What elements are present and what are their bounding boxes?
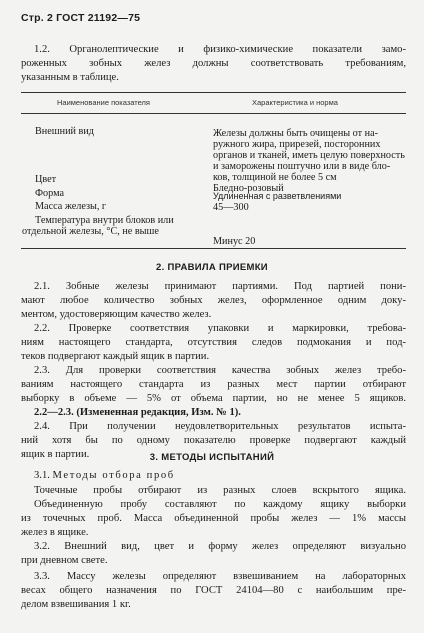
paragraph-line: 2.3. Для проверки соответствия качества зобных желез требо- (34, 365, 406, 376)
table-cell-value: органов и тканей, иметь целую поверхность (213, 150, 405, 161)
paragraph-line: ний хотя бы по одному показателю проверке подвергают каждый (21, 435, 406, 446)
table-header-rule (21, 113, 406, 114)
table-cell-value: Удлиненная с разветвлениями (213, 191, 342, 201)
intro-line-3: указанным в таблице. (21, 72, 119, 83)
table-bottom-rule (21, 248, 406, 249)
table-cell-name: Внешний вид (35, 126, 94, 137)
paragraph-line: Объединенную пробу составляют по каждому ящику выборки (34, 499, 406, 510)
table-cell-name: Форма (35, 188, 64, 199)
paragraph-line: весах общего назначения по ГОСТ 24104—80 с наибольшим пре- (21, 585, 406, 596)
table-cell-value: 45—300 (213, 202, 249, 213)
paragraph-line: Точечные пробы отбирают из разных слоев вскрытого ящика. (34, 485, 406, 496)
paragraph-line: ментом, удостоверяющим качество желез. (21, 309, 212, 320)
paragraph-line: 2.4. При получении неудовлетворительных результатов испыта- (34, 421, 406, 432)
paragraph-line: выборку в объеме — 5% от объема партии, но не менее 5 ящиков. (21, 393, 406, 404)
table-cell-value: и заморожены поштучно или в виде бло- (213, 161, 391, 172)
page-header: Стр. 2 ГОСТ 21192—75 (21, 12, 141, 24)
paragraph-line: ниям настоящего стандарта, отсутствия следов подмокания и под- (21, 337, 406, 348)
paragraph-line: 3.2. Внешний вид, цвет и форму желез определяют визуально (34, 541, 406, 552)
paragraph-line: при дневном свете. (21, 555, 108, 566)
table-cell-name: Цвет (35, 174, 57, 185)
amendment-note: 2.2—2.3. (Измененная редакция, Изм. № 1). (34, 407, 241, 418)
intro-line-2: роженных зобных желез должны соответствовать требованиям, (21, 58, 406, 69)
paragraph-line: из точечных проб. Масса объединенной пробы желез — 1% массы (21, 513, 406, 524)
table-cell-name: Масса железы, г (35, 201, 107, 212)
subsection-3-1-heading (34, 469, 175, 483)
subsection-title: Методы отбора проб (52, 470, 175, 481)
table-cell-name: Температура внутри блоков или (35, 215, 174, 226)
table-cell-value: ружного жира, прирезей, посторонних (213, 139, 381, 150)
subsection-number: 3.1. (34, 470, 50, 481)
paragraph-line: ящик в партии. (21, 449, 90, 460)
table-cell-value: Бледно-розовый (213, 183, 284, 194)
table-cell-value: Минус 20 (213, 236, 256, 247)
paragraph-line: теков подвергают каждый ящик в партии. (21, 351, 210, 362)
intro-line-1: 1.2. Органолептические и физико-химические показатели замо- (34, 44, 406, 55)
paragraph-line: мают любое количество зобных желез, оформленное одним доку- (21, 295, 406, 306)
paragraph-line: 2.1. Зобные железы принимают партиями. Под партией пони- (34, 281, 406, 292)
paragraph-line: 3.3. Массу железы определяют взвешиванием на лабораторных (34, 571, 406, 582)
section-2-title: 2. ПРАВИЛА ПРИЕМКИ (156, 262, 268, 273)
paragraph-line: ваниям настоящего стандарта из разных мест партии отбирают (21, 379, 406, 390)
table-col2-header: Характеристика и норма (252, 98, 338, 107)
table-top-rule (21, 92, 406, 93)
paragraph-line: делом взвешивания 1 кг. (21, 599, 131, 610)
table-cell-value: ков, толщиной не более 5 см (213, 172, 337, 183)
paragraph-line: 2.2. Проверке соответствия упаковки и маркировки, требова- (34, 323, 406, 334)
paragraph-line: желез в ящике. (21, 527, 89, 538)
table-cell-name: отдельной железы, °С, не выше (22, 226, 159, 237)
table-cell-value: Железы должны быть очищены от на- (213, 128, 378, 139)
section-3-title: 3. МЕТОДЫ ИСПЫТАНИЙ (149, 452, 275, 463)
table-col1-header: Наименование показателя (57, 98, 150, 107)
